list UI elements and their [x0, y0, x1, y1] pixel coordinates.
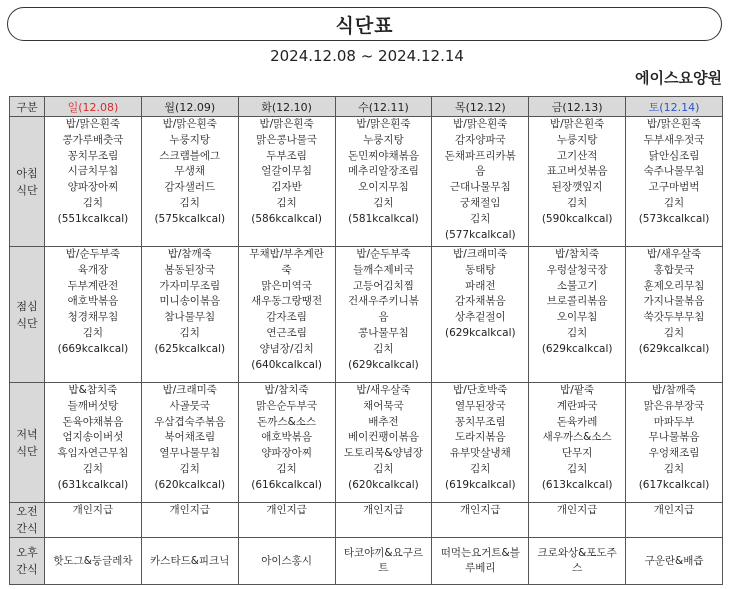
menu-cell [141, 117, 238, 247]
menu-cell [45, 247, 142, 383]
menu-item: 단무지 [561, 447, 593, 460]
menu-item: 상추겉절이 [454, 311, 506, 324]
menu-item: 밥/크래미죽 [453, 248, 508, 260]
menu-item: (573kcalkcal) [638, 212, 710, 225]
row-label-line: 식단 [16, 183, 38, 197]
menu-item: 꽁치무조림 [454, 415, 506, 428]
menu-item: 돈까스&소스 [257, 415, 317, 428]
menu-item: 메추리알장조림 [347, 165, 419, 178]
menu-item: 양념장/김치 [259, 342, 314, 355]
menu-item: 밥/팥죽 [560, 384, 595, 396]
menu-cell [141, 538, 238, 585]
menu-item: 얼갈이무침 [261, 165, 312, 178]
menu-item: (625kcalkcal) [154, 342, 226, 355]
menu-cell [335, 383, 432, 503]
menu-cell [141, 247, 238, 383]
menu-item: 우엉채조림 [648, 447, 700, 460]
row-label-line: 간식 [16, 522, 38, 535]
menu-item: 밥/크래미죽 [162, 384, 217, 396]
menu-cell [626, 117, 723, 247]
menu-item: 우삼겹숙주볶음 [154, 415, 226, 428]
menu-item: 개인지급 [266, 504, 307, 516]
menu-item: (616kcalkcal) [251, 478, 322, 491]
header-day-thu: 목(12.12) [432, 97, 529, 117]
menu-cell [141, 503, 238, 538]
menu-item: 핫도그&둥글레차 [53, 554, 133, 567]
menu-item: 애호박볶음 [67, 295, 119, 308]
menu-item: 밥/순두부죽 [356, 248, 411, 260]
facility-name: 에이스요양원 [635, 69, 722, 87]
menu-item: 양파장아찌 [261, 447, 312, 460]
menu-item: (629kcalkcal) [444, 326, 516, 339]
row-am-snack [10, 503, 723, 538]
page-title: 식단표 [335, 14, 394, 37]
menu-cell [529, 538, 626, 585]
menu-cell [529, 117, 626, 247]
menu-item: (620kcalkcal) [154, 478, 226, 491]
menu-item: 스 [572, 562, 583, 574]
menu-item: 밥/맑은흰죽 [356, 118, 411, 130]
menu-item: 김치 [276, 462, 297, 475]
row-label-line: 오후 [16, 546, 38, 559]
menu-item: 김치 [470, 462, 491, 475]
menu-item: 밥/참깨죽 [167, 248, 212, 260]
menu-item: 홍합뭇국 [653, 263, 695, 276]
menu-item: 표고버섯볶음 [546, 165, 608, 178]
menu-item: 닭안심조림 [648, 149, 700, 162]
menu-item: 우렁살청국장 [546, 263, 608, 276]
menu-cell [432, 538, 529, 585]
menu-item: 돈육카레 [556, 415, 598, 428]
menu-item: 봄동된장국 [164, 263, 216, 276]
menu-item: 참나물무침 [164, 311, 216, 324]
menu-item: 훈제오리무침 [643, 279, 705, 292]
menu-item: 개인지급 [653, 504, 695, 516]
menu-cell [45, 117, 142, 247]
menu-item: 무채밥/부추계란 [249, 248, 324, 260]
menu-cell [432, 503, 529, 538]
menu-item: 동태탕 [465, 263, 496, 276]
menu-cell [45, 503, 142, 538]
menu-item: (590kcalkcal) [541, 212, 613, 225]
menu-item: 개인지급 [556, 504, 598, 516]
menu-cell [335, 117, 432, 247]
menu-item: 청경채무침 [67, 311, 119, 324]
header-day-sun: 일(12.08) [45, 97, 142, 117]
menu-item: 브로콜리볶음 [546, 295, 608, 308]
menu-item: 열무된장국 [454, 399, 506, 412]
menu-cell [626, 538, 723, 585]
menu-item: (586kcalkcal) [251, 212, 322, 225]
row-label-line: 저녁 [16, 427, 38, 441]
row-label-line: 오전 [16, 505, 38, 518]
menu-item: 쑥갓두부무침 [643, 311, 705, 324]
menu-cell [432, 383, 529, 503]
menu-cell [432, 247, 529, 383]
menu-item: 오이지무침 [358, 181, 409, 194]
menu-item: 아이스홍시 [261, 554, 312, 567]
menu-item: 돈육야채볶음 [62, 415, 124, 428]
menu-item: 밥/새우살죽 [646, 248, 702, 260]
menu-cell [529, 247, 626, 383]
menu-item: 새우동그랑땡전 [251, 295, 323, 308]
menu-item: 도토리묵&양념장 [343, 447, 424, 460]
menu-cell [238, 503, 335, 538]
menu-item: 밥/맑은흰죽 [162, 118, 217, 130]
menu-item: 오이무침 [556, 311, 598, 324]
menu-item: 도라지볶음 [454, 431, 506, 444]
menu-cell [45, 383, 142, 503]
header-corner: 구분 [10, 97, 45, 117]
menu-item: 누룽지탕 [363, 133, 404, 146]
row-breakfast [10, 117, 723, 247]
menu-item: 김치 [566, 326, 588, 339]
row-lunch [10, 247, 723, 383]
header-day-tue: 화(12.10) [238, 97, 335, 117]
menu-item: 김치 [663, 196, 685, 209]
menu-item: 밥/맑은흰죽 [259, 118, 314, 130]
menu-item: (629kcalkcal) [348, 358, 419, 371]
menu-item: 궁채절임 [460, 196, 501, 209]
menu-item: 꽁치무조림 [67, 149, 119, 162]
menu-item: 배추전 [368, 415, 399, 428]
menu-item: 김치 [566, 196, 588, 209]
menu-item: 김치 [82, 462, 104, 475]
menu-item: 음 [475, 165, 486, 178]
menu-item: 김치 [179, 196, 200, 209]
menu-item: 맑은유부장국 [643, 399, 705, 412]
title-box [7, 7, 722, 41]
menu-item: (620kcalkcal) [348, 478, 419, 491]
menu-item: 김자반 [271, 181, 302, 194]
period-range: 2024.12.08 ~ 2024.12.14 [270, 47, 464, 65]
menu-item: 밥/맑은흰죽 [550, 118, 605, 130]
menu-item: 북어채조림 [164, 431, 216, 444]
menu-item: 소불고기 [556, 279, 598, 292]
menu-item: 두부새우젓국 [643, 133, 705, 146]
menu-item: 스크램블에그 [159, 149, 221, 162]
menu-item: 밥&참치죽 [68, 384, 118, 396]
header-day-sat: 토(12.14) [626, 97, 723, 117]
menu-item: 밥/참치죽 [264, 384, 309, 396]
menu-item: 채어묵국 [363, 399, 404, 412]
menu-cell [238, 538, 335, 585]
menu-item: 밥/순두부죽 [65, 248, 121, 260]
menu-item: 미니송이볶음 [159, 295, 221, 308]
menu-item: 김치 [663, 462, 685, 475]
menu-item: 맑은미역국 [261, 279, 312, 292]
menu-item: 콩나물무침 [358, 326, 409, 339]
menu-item: 무생채 [174, 165, 205, 178]
menu-item: 김치 [373, 196, 394, 209]
menu-item: (640kcalkcal) [251, 358, 322, 371]
menu-item: 고구마범벅 [648, 181, 700, 194]
menu-item: 구운란&배즙 [644, 554, 704, 567]
menu-item: (631kcalkcal) [57, 478, 129, 491]
menu-item: 들깨수제비국 [353, 263, 414, 276]
menu-item: 개인지급 [169, 504, 211, 516]
menu-cell [335, 538, 432, 585]
menu-item: 카스타드&피크닉 [150, 554, 230, 567]
menu-item: 김치 [373, 342, 394, 355]
menu-item: 개인지급 [460, 504, 501, 516]
menu-item: 감자양파국 [454, 133, 506, 146]
menu-item: 건새우주키니볶 [347, 295, 419, 308]
menu-item: 마파두부 [653, 415, 695, 428]
menu-item: 숙주나물무침 [643, 165, 705, 178]
menu-item: 감자조림 [266, 311, 307, 324]
row-label [10, 538, 45, 585]
menu-item: 밥/맑은흰죽 [65, 118, 121, 130]
menu-item: 유부맛살냉채 [449, 447, 511, 460]
menu-item: 애호박볶음 [261, 431, 312, 444]
menu-item: 떠먹는요거트&블 [440, 547, 520, 559]
menu-item: 김치 [566, 462, 588, 475]
menu-item: 돈채파프리카볶 [444, 149, 516, 162]
menu-item: 계란파국 [556, 399, 598, 412]
menu-item: 근대나물무침 [449, 181, 511, 194]
menu-item: 밥/단호박죽 [453, 384, 508, 396]
menu-cell [238, 247, 335, 383]
menu-item: 새우까스&소스 [542, 431, 612, 444]
menu-item: 들깨버섯탕 [67, 399, 119, 412]
menu-item: (575kcalkcal) [154, 212, 226, 225]
menu-item: 고기산적 [556, 149, 598, 162]
menu-item: 가자미무조림 [159, 279, 221, 292]
menu-item: 흑임자연근무침 [57, 447, 129, 460]
menu-cell [238, 383, 335, 503]
header-day-mon: 월(12.09) [141, 97, 238, 117]
menu-item: (577kcalkcal) [444, 228, 516, 241]
menu-item: 죽 [281, 263, 292, 276]
row-label [10, 383, 45, 503]
menu-item: 육개장 [77, 263, 109, 276]
menu-cell [626, 383, 723, 503]
menu-item: 고등어김치찜 [353, 279, 414, 292]
menu-item: 양파장아찌 [67, 181, 119, 194]
row-label [10, 503, 45, 538]
menu-item: 밥/참깨죽 [651, 384, 697, 396]
menu-item: 베이컨팽이볶음 [347, 431, 419, 444]
row-label [10, 247, 45, 383]
menu-item: 밥/맑은흰죽 [646, 118, 702, 130]
menu-item: 루베리 [465, 562, 496, 574]
menu-cell [529, 503, 626, 538]
menu-item: (619kcalkcal) [444, 478, 516, 491]
menu-item: 크로와상&포도주 [537, 547, 617, 559]
header-day-fri: 금(12.13) [529, 97, 626, 117]
menu-item: 밥/맑은흰죽 [453, 118, 508, 130]
menu-cell [335, 503, 432, 538]
menu-cell [626, 247, 723, 383]
menu-item: 돈민찌야채볶음 [347, 149, 419, 162]
menu-item: (617kcalkcal) [638, 478, 710, 491]
menu-item: 밥/참치죽 [555, 248, 600, 260]
menu-item: 사골뭇국 [169, 399, 211, 412]
menu-item: 맑은순두부국 [256, 399, 318, 412]
menu-item: 파래전 [465, 279, 496, 292]
menu-item: 가지나물볶음 [643, 295, 705, 308]
menu-item: 음 [378, 311, 389, 324]
menu-item: 김치 [82, 196, 104, 209]
menu-item: 김치 [373, 462, 394, 475]
menu-item: (581kcalkcal) [348, 212, 419, 225]
row-label [10, 117, 45, 247]
menu-item: (669kcalkcal) [57, 342, 129, 355]
menu-item: 김치 [179, 326, 200, 339]
menu-item: 맑은콩나물국 [256, 133, 318, 146]
menu-item: 무나물볶음 [648, 431, 700, 444]
menu-cell [529, 383, 626, 503]
menu-item: 타코야끼&요구르 [343, 547, 424, 559]
menu-item: 개인지급 [363, 504, 404, 516]
menu-cell [432, 117, 529, 247]
row-label-line: 간식 [16, 563, 38, 576]
row-label-line: 점심 [16, 299, 38, 313]
menu-item: 김치 [276, 196, 297, 209]
menu-table [9, 96, 723, 585]
row-dinner [10, 383, 723, 503]
menu-item: (613kcalkcal) [541, 478, 613, 491]
menu-item: (629kcalkcal) [638, 342, 710, 355]
menu-item: 김치 [179, 462, 200, 475]
menu-cell [335, 247, 432, 383]
menu-item: 두부조림 [266, 149, 307, 162]
header-day-wed: 수(12.11) [335, 97, 432, 117]
menu-cell [45, 538, 142, 585]
menu-item: 트 [378, 562, 389, 574]
menu-item: 된장깻잎지 [551, 181, 603, 194]
header-row [10, 97, 723, 117]
menu-item: 김치 [470, 212, 491, 225]
menu-item: 콩가루배춧국 [62, 133, 124, 146]
menu-item: 김치 [82, 326, 104, 339]
menu-item: 시금치무침 [67, 165, 119, 178]
menu-item: 두부계란전 [67, 279, 119, 292]
menu-item: 밥/새우살죽 [356, 384, 411, 396]
row-label-line: 아침 [16, 166, 38, 180]
menu-item: (629kcalkcal) [541, 342, 613, 355]
row-label-line: 식단 [16, 444, 38, 458]
menu-item: (551kcalkcal) [57, 212, 129, 225]
menu-item: 엄지송이버섯 [62, 431, 124, 444]
menu-item: 감자채볶음 [454, 295, 506, 308]
menu-item: 열무나물무침 [159, 447, 221, 460]
menu-cell [238, 117, 335, 247]
menu-item: 누룽지탕 [556, 133, 598, 146]
menu-item: 감자샐러드 [164, 181, 216, 194]
menu-cell [141, 383, 238, 503]
menu-item: 누룽지탕 [169, 133, 211, 146]
row-label-line: 식단 [16, 316, 38, 330]
menu-item: 개인지급 [72, 504, 114, 516]
menu-item: 김치 [663, 326, 685, 339]
menu-item: 연근조림 [266, 326, 307, 339]
menu-cell [626, 503, 723, 538]
row-pm-snack [10, 538, 723, 585]
